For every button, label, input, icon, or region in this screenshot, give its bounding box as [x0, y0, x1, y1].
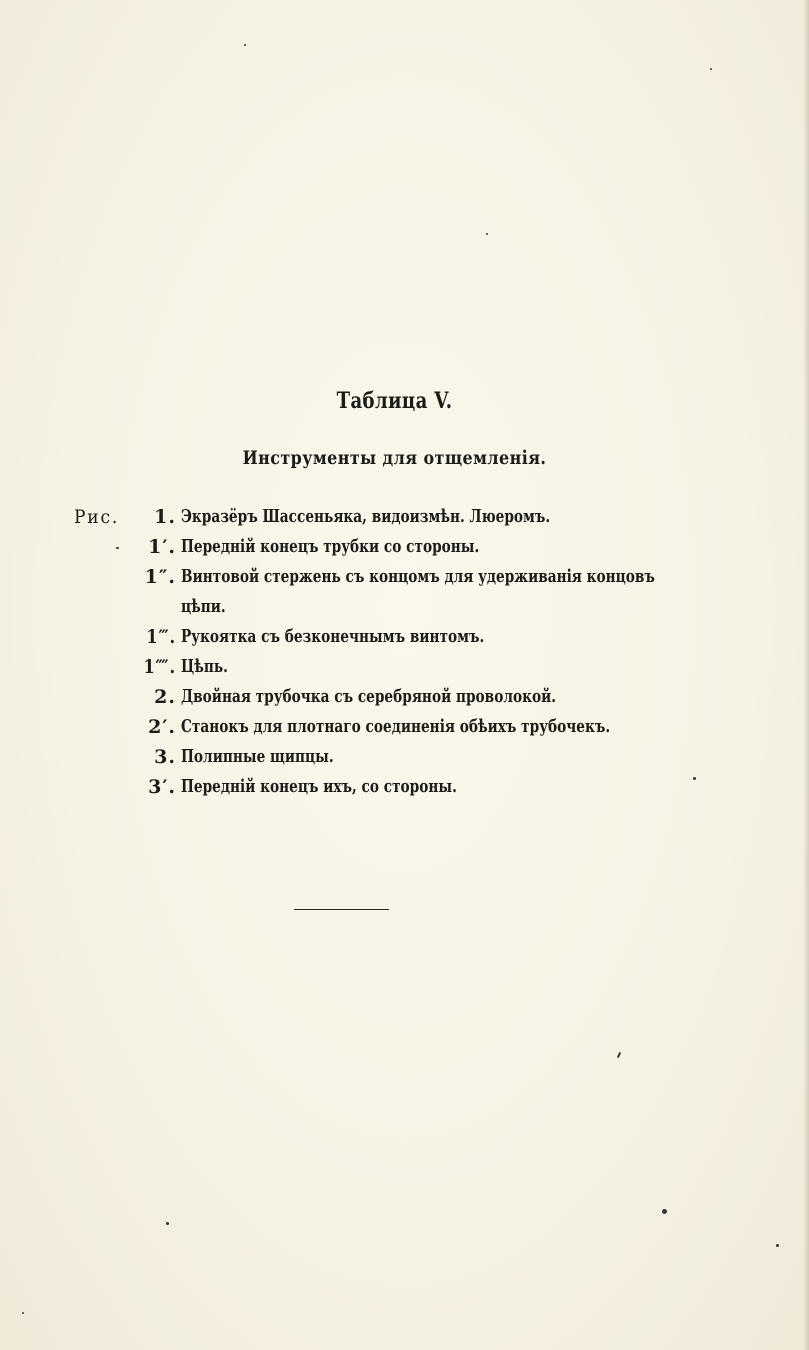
figure-number: 3. — [154, 746, 176, 768]
figure-number: 1″. — [144, 566, 176, 588]
figure-row — [0, 716, 809, 745]
figure-number: 2′. — [148, 716, 176, 738]
figure-caption: Полипные щипцы. — [181, 746, 334, 767]
figure-number: 3′. — [148, 776, 176, 798]
figure-caption: Переднiй конецъ трубки со стороны. — [181, 536, 480, 557]
paper-speck — [776, 1244, 779, 1247]
figure-number: 1. — [154, 506, 176, 528]
paper-speck — [710, 68, 712, 70]
figure-row — [0, 506, 809, 535]
page-subtitle: Инструменты для отщемленія. — [242, 447, 547, 469]
paper-speck — [166, 1222, 169, 1225]
figure-number: 1⁗. — [143, 656, 176, 678]
figure-caption: Двойная трубочка съ серебряной проволокой. — [181, 686, 557, 707]
figure-row — [0, 536, 809, 565]
figure-row-continuation — [0, 596, 809, 625]
figure-number: 1′. — [148, 536, 176, 558]
page-title: Таблица V. — [336, 388, 453, 414]
paper-speck — [116, 547, 119, 549]
figure-number: 2. — [154, 686, 176, 708]
figure-caption: Винтовой стержень съ концомъ для удерживанія концовъ — [181, 566, 655, 587]
figure-row — [0, 746, 809, 775]
figure-caption-continuation: цѣпи. — [181, 596, 226, 617]
figure-row — [0, 626, 809, 655]
figure-caption: Цѣпь. — [181, 656, 228, 677]
figure-caption: Экразёръ Шассеньяка, видоизмѣн. Люеромъ. — [181, 506, 551, 527]
figure-prefix: Рис. — [74, 506, 120, 528]
paper-speck — [244, 44, 246, 46]
figure-row — [0, 686, 809, 715]
paper-speck — [617, 1052, 621, 1058]
section-divider — [294, 909, 389, 910]
figure-caption: Рукоятка съ безконечнымъ винтомъ. — [181, 626, 485, 647]
paper-speck — [486, 233, 488, 235]
paper-speck — [662, 1209, 667, 1214]
figure-number: 1‴. — [146, 626, 176, 648]
figure-row — [0, 776, 809, 805]
figure-row — [0, 656, 809, 685]
figure-caption: Станокъ для плотнаго соединенія обѣихъ трубочекъ. — [181, 716, 611, 737]
figure-caption: Переднiй конецъ ихъ, со стороны. — [181, 776, 457, 797]
paper-speck — [22, 1312, 24, 1314]
paper-speck — [693, 777, 696, 780]
figure-row — [0, 566, 809, 595]
